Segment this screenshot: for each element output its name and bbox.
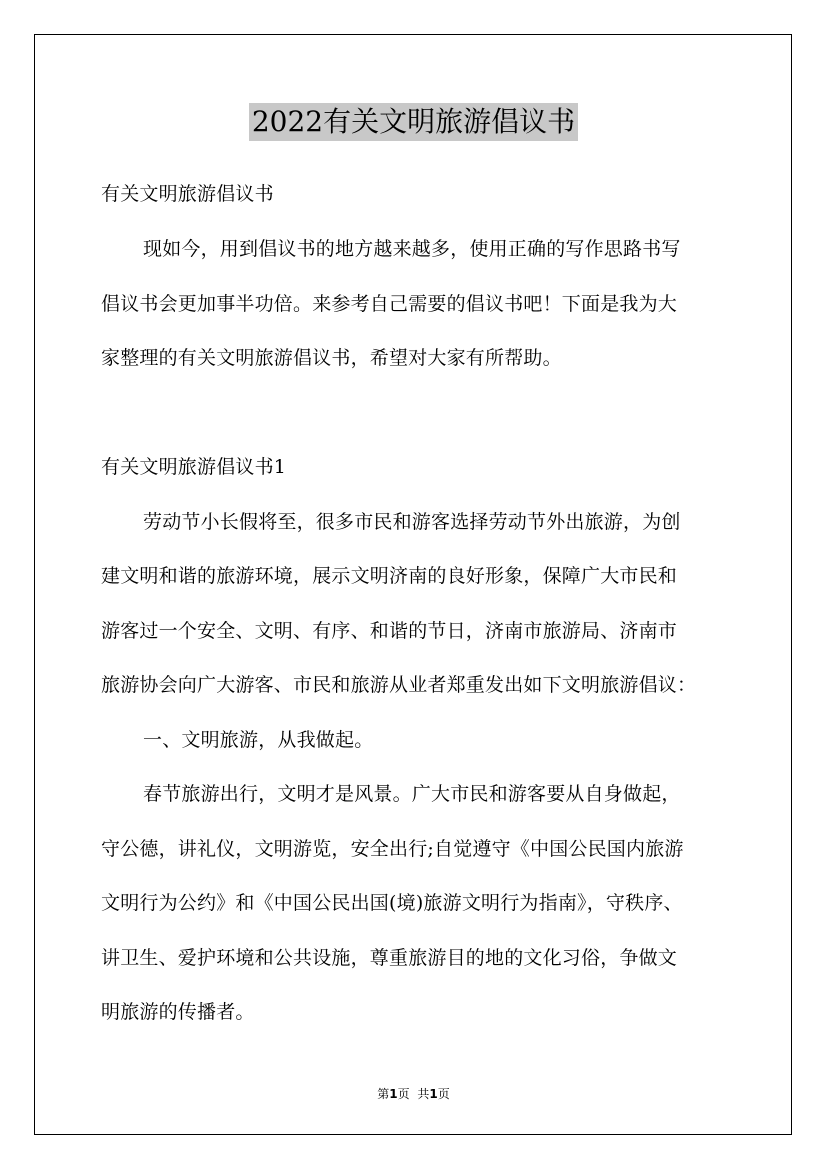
section-heading: 有关文明旅游倡议书 (101, 183, 274, 205)
paragraph-line: 旅游协会向广大游客、市民和旅游从业者郑重发出如下文明旅游倡议： (101, 674, 697, 696)
total-pages: 1 (429, 1087, 438, 1101)
paragraph-line: 家整理的有关文明旅游倡议书，希望对大家有所帮助。 (101, 347, 562, 369)
paragraph-line: 游客过一个安全、文明、有序、和谐的节日，济南市旅游局、济南市 (101, 620, 678, 642)
total-prefix: 共 (417, 1087, 430, 1101)
paragraph-line: 建文明和谐的旅游环境，展示文明济南的良好形象，保障广大市民和 (101, 565, 678, 587)
paragraph-line: 倡议书会更加事半功倍。来参考自己需要的倡议书吧！下面是我为大 (101, 293, 678, 315)
page-prefix: 第 (377, 1087, 390, 1101)
paragraph-line: 劳动节小长假将至，很多市民和游客选择劳动节外出旅游，为创 (143, 511, 681, 533)
page-number: 1 (389, 1087, 398, 1101)
document-title: 2022有关文明旅游倡议书 (249, 103, 578, 141)
total-suffix: 页 (437, 1087, 450, 1101)
paragraph-line: 春节旅游出行，文明才是风景。广大市民和游客要从自身做起， (143, 783, 681, 805)
title-container (0, 103, 827, 141)
page-suffix: 页 (397, 1087, 410, 1101)
paragraph-line: 守公德，讲礼仪，文明游览，安全出行;自觉遵守《中国公民国内旅游 (101, 838, 684, 860)
paragraph-line: 讲卫生、爱护环境和公共设施，尊重旅游目的地的文化习俗，争做文 (101, 947, 678, 969)
page-footer (0, 1085, 827, 1102)
paragraph-line: 现如今，用到倡议书的地方越来越多，使用正确的写作思路书写 (143, 238, 681, 260)
paragraph-line: 一、文明旅游，从我做起。 (143, 729, 374, 751)
section-heading: 有关文明旅游倡议书1 (101, 456, 287, 478)
paragraph-line: 文明行为公约》和《中国公民出国(境)旅游文明行为指南》，守秩序、 (101, 892, 683, 914)
paragraph-line: 明旅游的传播者。 (101, 1001, 255, 1023)
